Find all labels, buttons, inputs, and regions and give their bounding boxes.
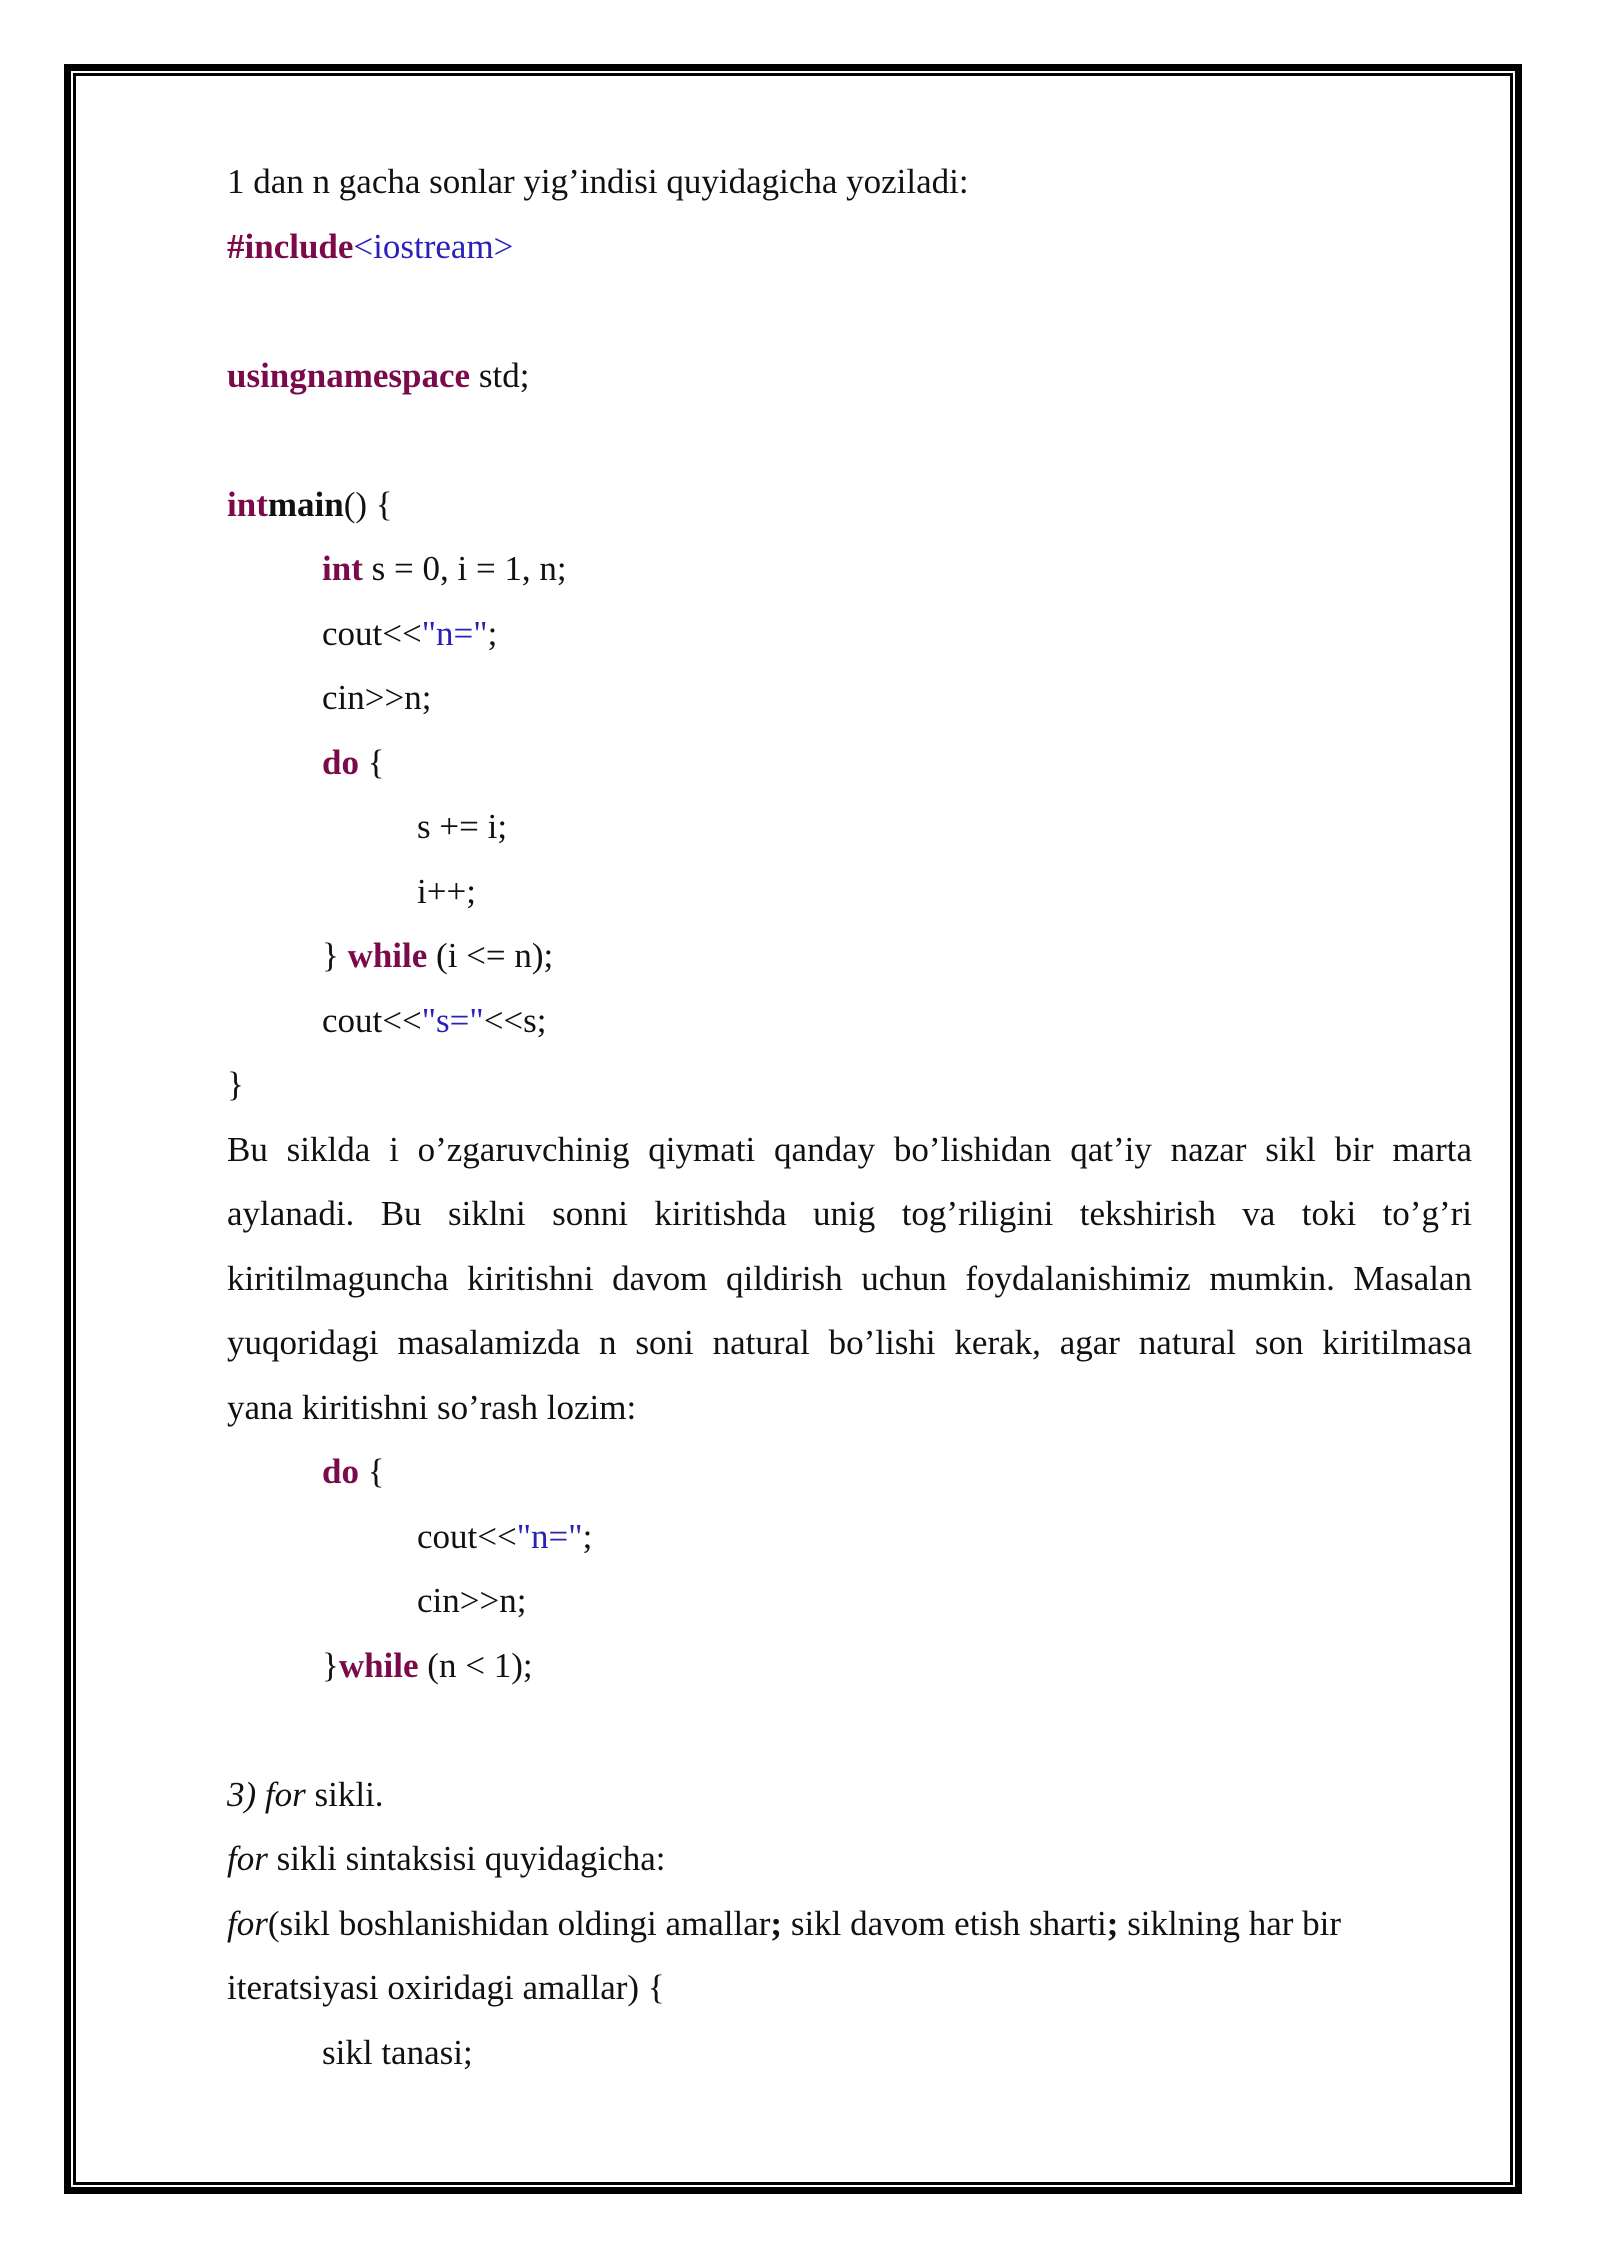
def-for: for — [227, 1903, 268, 1943]
def-part-a: (sikl boshlanishidan oldingi amallar — [267, 1903, 771, 1943]
while-rest: (n < 1); — [418, 1645, 533, 1685]
do-brace: { — [358, 1452, 385, 1491]
do-keyword: do — [322, 1452, 359, 1491]
for-definition-line — [227, 1892, 1472, 1957]
while-pre: } — [322, 1645, 339, 1685]
syntax-rest: sikli sintaksisi quyidagicha: — [267, 1839, 666, 1878]
paragraph-line: aylanadi. Bu siklni sonni kiritishda unig tog’riligini tekshirish va toki to’g’ri — [227, 1194, 1472, 1233]
code-cout-line — [227, 1505, 1472, 1570]
blank-line — [227, 279, 1472, 344]
do-brace: { — [358, 742, 385, 782]
cout-post: ; — [487, 613, 498, 653]
cout-pre: cout<< — [322, 613, 422, 653]
code-cout-line — [227, 989, 1472, 1054]
for-definition-line: iteratsiyasi oxiridagi amallar) { — [227, 1968, 665, 2007]
while-rest: (i <= n); — [427, 936, 554, 975]
include-library: <iostream> — [353, 226, 514, 266]
explanation-paragraph — [227, 1118, 1472, 1441]
cout-string: "n=" — [421, 613, 488, 653]
intro-text: 1 dan n gacha sonlar yig’indisi quyidagicha yoziladi: — [227, 162, 969, 201]
do-keyword: do — [322, 742, 359, 782]
def-part-c: siklning har bir — [1118, 1903, 1342, 1943]
while-keyword: while — [338, 1645, 419, 1685]
cout-post: ; — [582, 1516, 593, 1556]
blank-line — [227, 1698, 1472, 1763]
while-pre: } — [322, 936, 348, 975]
def-part-b: sikl davom etish sharti — [782, 1903, 1107, 1943]
cout-string: "s=" — [421, 1000, 484, 1040]
code-decl-line — [227, 537, 1472, 602]
code-do-line — [227, 731, 1472, 796]
paragraph-line: yuqoridagi masalamizda n soni natural bo’lishi kerak, agar natural son kiritilmasa — [227, 1323, 1472, 1362]
paragraph-line: yana kiritishni so’rash lozim: — [227, 1387, 637, 1427]
cout-string: "n=" — [516, 1516, 583, 1556]
code-body-line: s += i; — [417, 807, 508, 846]
def-semicolon: ; — [770, 1903, 783, 1943]
section-heading — [227, 1763, 1472, 1828]
include-directive: #include — [227, 226, 354, 266]
code-while-line — [227, 1634, 1472, 1699]
code-cout-line — [227, 602, 1472, 667]
code-cin-line: cin>>n; — [322, 678, 432, 717]
blank-line — [227, 408, 1472, 473]
code-do-line — [227, 1440, 1472, 1505]
heading-number: 3) — [227, 1774, 265, 1814]
decl-rest: s = 0, i = 1, n; — [362, 549, 567, 588]
syntax-intro — [227, 1827, 1472, 1892]
for-body-line: sikl tanasi; — [322, 2032, 473, 2072]
while-keyword: while — [347, 936, 428, 975]
code-body-line: i++; — [417, 871, 476, 911]
code-include-line — [227, 215, 1472, 280]
main-int-keyword: int — [227, 484, 268, 524]
heading-rest: sikli. — [305, 1774, 384, 1814]
main-rest: () { — [343, 484, 393, 524]
code-while-line — [227, 924, 1472, 989]
code-main-line — [227, 473, 1472, 538]
using-keyword: usingnamespace — [227, 355, 471, 395]
cout-pre: cout<< — [322, 1000, 422, 1040]
using-rest: std; — [470, 355, 530, 395]
decl-keyword: int — [322, 549, 363, 588]
code-using-line — [227, 344, 1472, 409]
def-semicolon: ; — [1106, 1903, 1119, 1943]
document-body — [227, 150, 1472, 2085]
heading-for: for — [264, 1774, 306, 1814]
cout-pre: cout<< — [417, 1516, 517, 1556]
syntax-for: for — [227, 1839, 268, 1878]
main-function-name: main — [267, 484, 344, 524]
code-cin-line: cin>>n; — [417, 1581, 527, 1620]
paragraph-line: kiritilmaguncha kiritishni davom qildirish uchun foydalanishimiz mumkin. Masalan — [227, 1258, 1472, 1298]
cout-post: <<s; — [483, 1000, 547, 1040]
paragraph-line: Bu siklda i o’zgaruvchinig qiymati qanday bo’lishidan qat’iy nazar sikl bir marta — [227, 1129, 1472, 1169]
code-close-brace: } — [227, 1065, 244, 1104]
